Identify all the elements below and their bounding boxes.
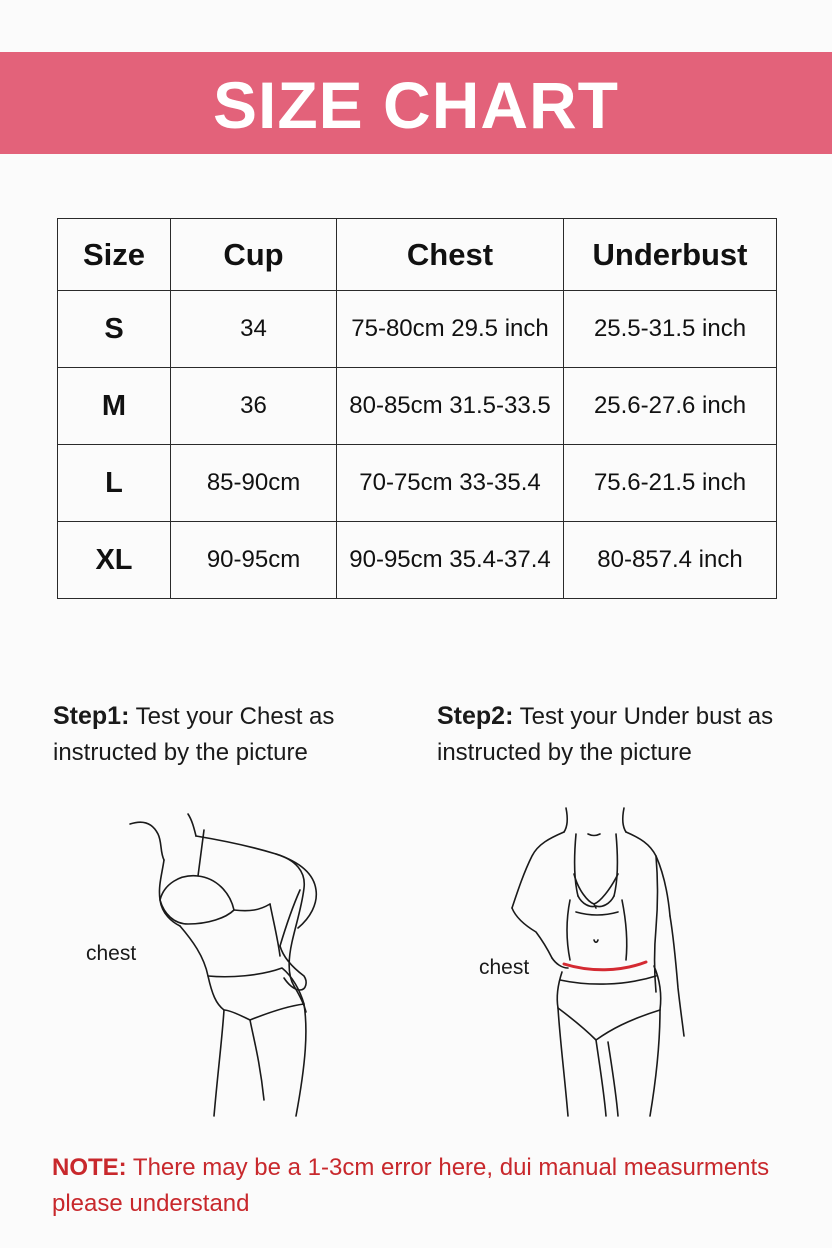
chest-label-left: chest xyxy=(86,942,137,965)
header-cup: Cup xyxy=(171,219,337,291)
header-chest: Chest xyxy=(337,219,564,291)
chest-cell: 90-95cm 35.4-37.4 xyxy=(337,522,564,599)
page-title: SIZE CHART xyxy=(213,68,619,142)
size-table xyxy=(57,218,777,599)
header-underbust: Underbust xyxy=(564,219,777,291)
cup-cell: 36 xyxy=(171,368,337,445)
table-header-row xyxy=(58,219,777,291)
step2-instruction xyxy=(437,698,817,771)
chest-cell: 80-85cm 31.5-33.5 xyxy=(337,368,564,445)
note-body: There may be a 1-3cm error here, dui manual measurments please understand xyxy=(52,1154,770,1217)
size-cell: L xyxy=(58,445,171,522)
step2-label: Step2: xyxy=(437,702,514,730)
cup-cell: 34 xyxy=(171,291,337,368)
chest-cell: 70-75cm 33-35.4 xyxy=(337,445,564,522)
note-text xyxy=(52,1150,772,1222)
cup-cell: 85-90cm xyxy=(171,445,337,522)
table-row xyxy=(58,291,777,368)
step1-instruction xyxy=(53,698,413,771)
cup-cell: 90-95cm xyxy=(171,522,337,599)
side-body-illustration xyxy=(100,800,360,1120)
chest-cell: 75-80cm 29.5 inch xyxy=(337,291,564,368)
underbust-cell: 25.5-31.5 inch xyxy=(564,291,777,368)
header-size: Size xyxy=(58,219,171,291)
table-row xyxy=(58,368,777,445)
size-cell: M xyxy=(58,368,171,445)
step1-label: Step1: xyxy=(53,702,130,730)
size-cell: XL xyxy=(58,522,171,599)
underbust-cell: 75.6-21.5 inch xyxy=(564,445,777,522)
underbust-cell: 25.6-27.6 inch xyxy=(564,368,777,445)
title-banner xyxy=(0,52,832,154)
table-row xyxy=(58,522,777,599)
note-label: NOTE: xyxy=(52,1154,127,1181)
underbust-cell: 80-857.4 inch xyxy=(564,522,777,599)
chest-label-right: chest xyxy=(479,956,530,979)
size-cell: S xyxy=(58,291,171,368)
step2-text: Test your Under bust as instructed by the picture xyxy=(437,703,774,766)
table-row xyxy=(58,445,777,522)
step1-text: Test your Chest as instructed by the picture xyxy=(53,703,335,766)
